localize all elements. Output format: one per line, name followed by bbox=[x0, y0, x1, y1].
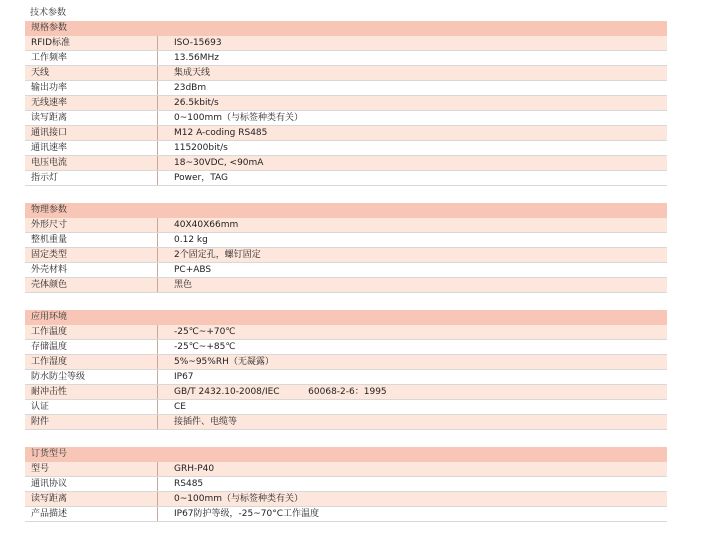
spec-key: 通讯接口 bbox=[31, 128, 68, 138]
spec-row bbox=[25, 96, 667, 111]
spec-value: 2个固定孔，螺钉固定 bbox=[174, 250, 261, 260]
spec-key: 固定类型 bbox=[31, 250, 68, 260]
spec-value: RS485 bbox=[174, 479, 204, 489]
spec-value: 黑色 bbox=[174, 280, 193, 290]
spec-row bbox=[25, 81, 667, 96]
spec-row bbox=[25, 141, 667, 156]
spec-key: 电压电流 bbox=[31, 158, 68, 168]
spec-key: 耐冲击性 bbox=[31, 387, 68, 397]
spec-key: 附件 bbox=[31, 417, 50, 427]
spec-row bbox=[25, 415, 667, 430]
spec-value: IP67 bbox=[174, 372, 194, 382]
section-header: 订货型号 bbox=[25, 447, 667, 462]
spec-key: 无线速率 bbox=[31, 98, 68, 108]
spec-value: -25℃~+70℃ bbox=[174, 327, 236, 337]
spec-key: 工作温度 bbox=[31, 327, 68, 337]
spec-row bbox=[25, 325, 667, 340]
spec-row bbox=[25, 263, 667, 278]
spec-key: 输出功率 bbox=[31, 83, 68, 93]
spec-key: 型号 bbox=[31, 464, 50, 474]
spec-value: 5%~95%RH（无凝露） bbox=[174, 357, 274, 367]
spec-row bbox=[25, 507, 667, 522]
spec-row bbox=[25, 492, 667, 507]
spec-value: -25℃~+85℃ bbox=[174, 342, 236, 352]
spec-value: 26.5kbit/s bbox=[174, 98, 219, 108]
spec-row bbox=[25, 233, 667, 248]
spec-row bbox=[25, 370, 667, 385]
spec-value: 23dBm bbox=[174, 83, 207, 93]
spec-value: M12 A-coding RS485 bbox=[174, 128, 268, 138]
spec-row bbox=[25, 355, 667, 370]
spec-row bbox=[25, 218, 667, 233]
spec-key: 指示灯 bbox=[31, 173, 59, 183]
spec-row bbox=[25, 385, 667, 400]
spec-key: 工作频率 bbox=[31, 53, 68, 63]
spec-section bbox=[25, 310, 667, 430]
spec-key: 产品描述 bbox=[31, 509, 68, 519]
spec-key: 天线 bbox=[31, 68, 50, 78]
spec-key: 防水防尘等级 bbox=[31, 372, 86, 382]
spec-value: PC+ABS bbox=[174, 265, 212, 275]
spec-key: 认证 bbox=[31, 402, 50, 412]
spec-value: 18~30VDC, <90mA bbox=[174, 158, 264, 168]
spec-value: 0~100mm（与标签种类有关） bbox=[174, 494, 303, 504]
spec-value: 40X40X66mm bbox=[174, 220, 239, 230]
section-header: 规格参数 bbox=[25, 21, 667, 36]
spec-value: CE bbox=[174, 402, 186, 412]
spec-value: 0~100mm（与标签种类有关） bbox=[174, 113, 303, 123]
spec-value: IP67防护等级，-25~70°C工作温度 bbox=[174, 509, 320, 519]
spec-key: 外形尺寸 bbox=[31, 220, 68, 230]
spec-row bbox=[25, 171, 667, 186]
spec-row bbox=[25, 340, 667, 355]
spec-value: 接插件、电缆等 bbox=[174, 417, 238, 427]
spec-value: 13.56MHz bbox=[174, 53, 220, 63]
spec-value: 115200bit/s bbox=[174, 143, 228, 153]
spec-value: Power，TAG bbox=[174, 173, 228, 183]
spec-row bbox=[25, 248, 667, 263]
spec-section bbox=[25, 203, 667, 293]
spec-key: 通讯协议 bbox=[31, 479, 68, 489]
spec-document bbox=[25, 6, 667, 539]
spec-value: 0.12 kg bbox=[174, 235, 208, 245]
spec-key: 工作湿度 bbox=[31, 357, 68, 367]
spec-row bbox=[25, 278, 667, 293]
spec-row bbox=[25, 477, 667, 492]
spec-key: 壳体颜色 bbox=[31, 280, 68, 290]
spec-key: 存储温度 bbox=[31, 342, 68, 352]
spec-row bbox=[25, 126, 667, 141]
page-title: 技术参数 bbox=[30, 8, 67, 18]
section-header: 应用环境 bbox=[25, 310, 667, 325]
spec-value: ISO-15693 bbox=[174, 38, 222, 48]
spec-sections bbox=[25, 21, 667, 522]
spec-key: 外壳材料 bbox=[31, 265, 68, 275]
spec-row bbox=[25, 51, 667, 66]
spec-section bbox=[25, 21, 667, 186]
spec-key: 读写距离 bbox=[31, 494, 68, 504]
spec-key: 整机重量 bbox=[31, 235, 68, 245]
section-header: 物理参数 bbox=[25, 203, 667, 218]
spec-row bbox=[25, 111, 667, 126]
spec-key: 读写距离 bbox=[31, 113, 68, 123]
spec-row bbox=[25, 66, 667, 81]
spec-row bbox=[25, 156, 667, 171]
spec-section bbox=[25, 447, 667, 522]
spec-value: 集成天线 bbox=[174, 68, 211, 78]
spec-row bbox=[25, 462, 667, 477]
spec-key: 通讯速率 bbox=[31, 143, 68, 153]
spec-value: GB/T 2432.10-2008/IEC 60068-2-6：1995 bbox=[174, 387, 387, 397]
spec-value: GRH-P40 bbox=[174, 464, 215, 474]
spec-row bbox=[25, 36, 667, 51]
spec-key: RFID标准 bbox=[31, 38, 71, 48]
spec-row bbox=[25, 400, 667, 415]
